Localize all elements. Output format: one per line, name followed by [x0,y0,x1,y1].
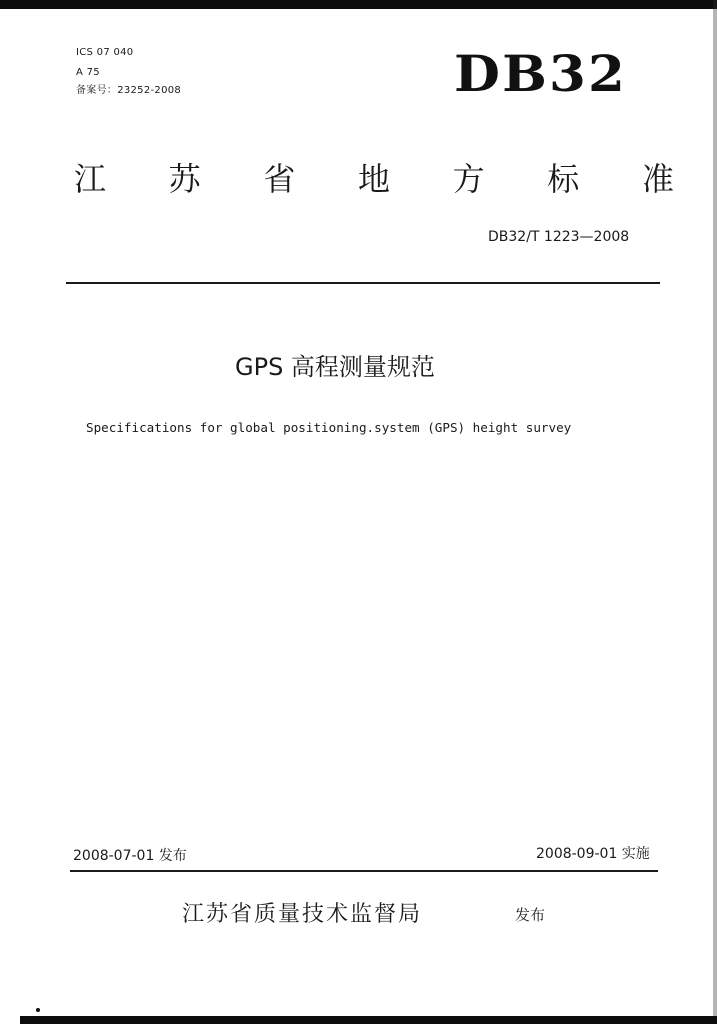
header-divider [66,282,660,284]
standard-type-char: 标 [547,160,580,198]
record-number: 备案号：23252-2008 [76,85,182,96]
effective-date: 2008-09-01 实施 [536,846,650,862]
standard-number: DB32/T 1223—2008 [488,229,630,245]
document-title-cn: GPS 高程测量规范 [235,353,435,381]
standard-type-char: 省 [263,160,296,198]
issuing-label: 发布 [515,906,546,924]
db32-logo: DB32 [454,44,627,103]
standard-type-char: 方 [452,160,485,198]
release-date: 2008-07-01 发布 [73,848,187,864]
standard-type-char: 地 [357,160,390,198]
standard-type-char: 苏 [168,160,201,198]
scan-speck [36,1008,40,1012]
document-title-en: Specifications for global positioning.system (GPS) height survey [86,420,572,435]
ccs-code: A 75 [76,67,100,78]
standard-type-title [74,155,674,203]
scan-border-bottom [20,1016,717,1024]
issuing-authority: 江苏省质量技术监督局 [182,902,423,927]
scan-border-right [713,0,717,1024]
standard-type-char: 准 [641,160,674,198]
ics-code: ICS 07 040 [76,47,134,58]
scan-border-top [0,0,717,9]
standard-type-char: 江 [74,160,107,198]
footer-divider [70,870,658,872]
